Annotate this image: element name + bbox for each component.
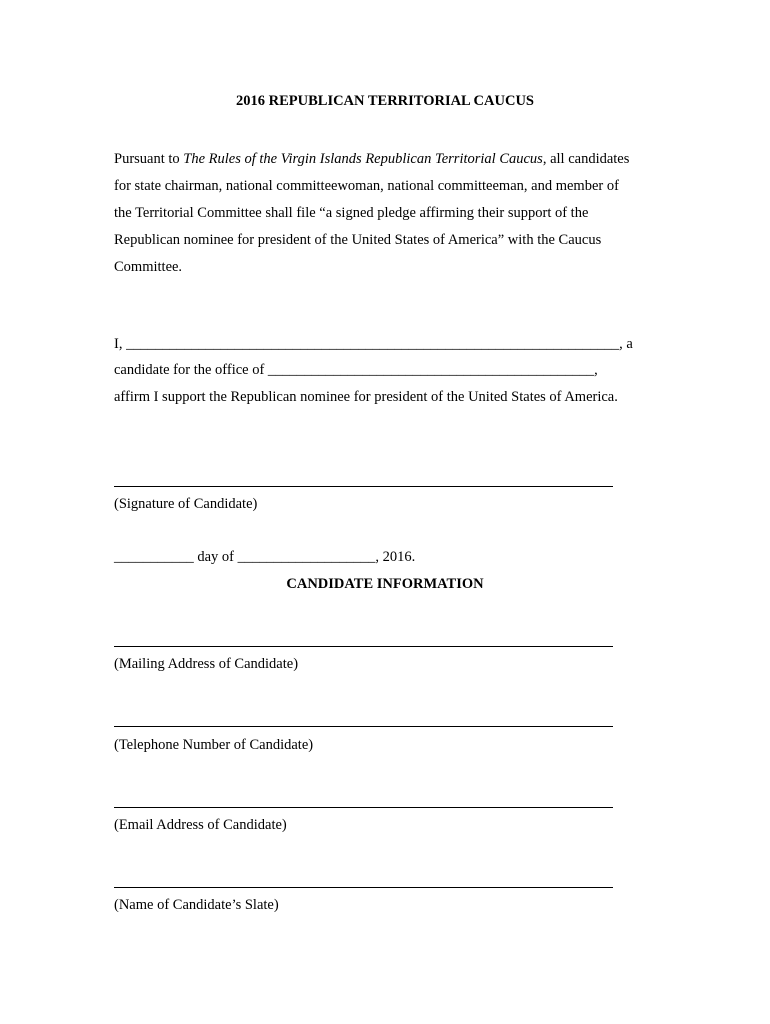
intro-line1-suffix: , all candidates <box>542 151 630 167</box>
rules-title: The Rules of the Virgin Islands Republican Territorial Caucus <box>183 151 543 167</box>
document-title: 2016 REPUBLICAN TERRITORIAL CAUCUS <box>236 93 534 109</box>
slate-name-caption: (Name of Candidate’s Slate) <box>114 897 279 913</box>
telephone-caption: (Telephone Number of Candidate) <box>114 737 314 753</box>
telephone-line[interactable] <box>114 726 613 727</box>
email-caption: (Email Address of Candidate) <box>114 817 287 833</box>
signature-caption: (Signature of Candidate) <box>114 496 258 512</box>
pledge-name-line[interactable]: I, ____________________________________________________________________, a <box>114 336 633 352</box>
intro-line-4: Republican nominee for president of the United States of America” with the Caucus <box>114 232 602 248</box>
mailing-address-caption: (Mailing Address of Candidate) <box>114 656 299 672</box>
intro-prefix: Pursuant to <box>114 151 184 167</box>
date-line[interactable]: ___________ day of ___________________, 2016. <box>114 549 416 565</box>
intro-line-2: for state chairman, national committeewoman, national committeeman, and member of <box>114 178 619 194</box>
email-line[interactable] <box>114 807 613 808</box>
slate-name-line[interactable] <box>114 887 613 888</box>
intro-line-3: the Territorial Committee shall file “a signed pledge affirming their support of the <box>114 205 589 221</box>
candidate-info-heading: CANDIDATE INFORMATION <box>286 576 484 592</box>
intro-paragraph <box>114 146 674 281</box>
mailing-address-line[interactable] <box>114 646 613 647</box>
pledge-affirm-line: affirm I support the Republican nominee for president of the United States of America. <box>114 389 618 405</box>
signature-line[interactable] <box>114 486 613 487</box>
pledge-office-line[interactable]: candidate for the office of _____________________________________________, <box>114 362 598 378</box>
intro-line-5: Committee. <box>114 259 183 275</box>
